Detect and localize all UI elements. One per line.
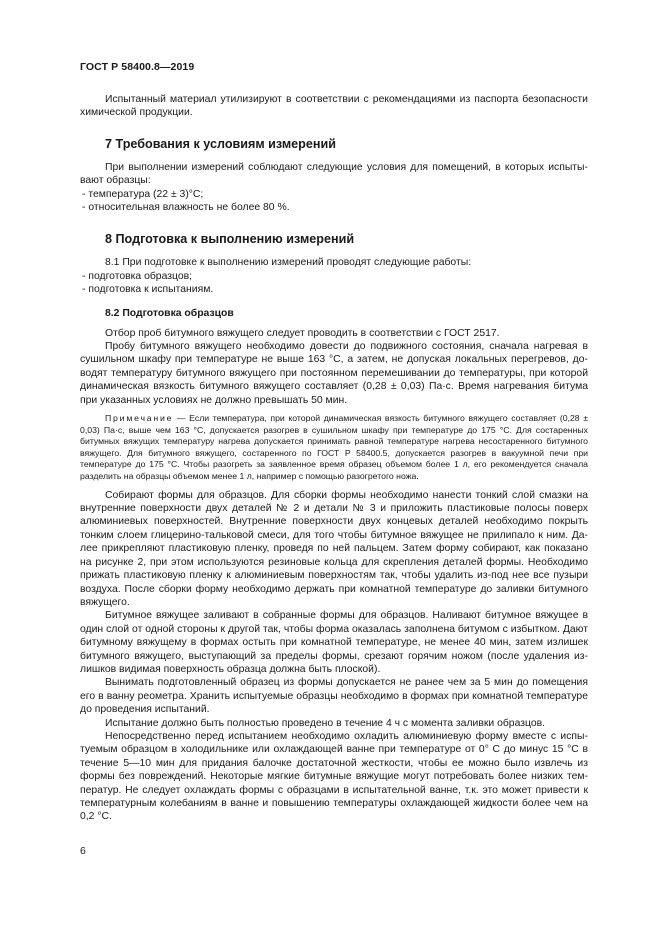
page-content: [80, 93, 588, 824]
paragraph: Собирают формы для образцов. Для сборки формы необходимо нанести тонкий слой смазки на внутренние поверхности двух деталей № 2 и детали № 3 и приложить пластиковые полосы поверх алюминиевых поверхностей. Внутренние поверхности двух концевых деталей необходимо покрыть тонким слоем глицерино-тальковой смеси, для того чтобы битумное вяжущее не прилипало к ним. Далее прикрепляют пластиковую пленку, проведя по ней пальцем. Затем форму собирают, как показано на рисунке 2, при этом используются резиновые кольца для скрепления деталей формы. Необходимо прижать пластиковую пленку к алюминиевым поверхностям так, чтобы удалить из-под нее все пузыри воздуха. После сборки форму необходимо держать при комнатной температуре до заливки битумного вяжущего.: [80, 489, 588, 608]
section-8-title: 8 Подготовка к выполнению измерений: [105, 232, 355, 247]
note-paragraph: [80, 413, 588, 483]
section-7-title: 7 Требования к условиям измерений: [105, 136, 336, 151]
note-label: Примечание: [105, 413, 174, 424]
document-header: ГОСТ Р 58400.8—2019: [80, 61, 195, 73]
paragraph: Непосредственно перед испытанием необходимо охладить алюминиевую форму вместе с испытуемым образцом в холодильнике или охлаждающей ванне при температуре от 0° С до минус 15 °С в течение 5—10 мин для придания балочке достаточной жесткости, чтобы ее можно было извлечь из формы без повреждений. Некоторые мягкие битумные вяжущие могут потребовать более низких температур. Не следует охлаждать формы с образцами в испытательной ванне, т.к. это может привести к температурным колебаниям в ванне и повышению температуры охлаждающей жидкости более чем на 0,2 °С.: [80, 730, 588, 823]
paragraph: Вынимать подготовленный образец из формы допускается не ранее чем за 5 мин до помещения его в ванну реометра. Хранить испытуемые образцы необходимо в формах при комнатной температуре до проведения испытаний.: [80, 677, 588, 716]
paragraph: Отбор проб битумного вяжущего следует проводить в соответствии с ГОСТ 2517.: [105, 327, 500, 339]
paragraph: Испытание должно быть полностью проведено в течение 4 ч с момента заливки образцов.: [105, 717, 546, 729]
intro-paragraph: Испытанный материал утилизируют в соответствии с рекомендациями из паспорта безопасности химической продукции.: [80, 94, 588, 119]
subsection-8-2-title: 8.2 Подготовка образцов: [105, 307, 234, 319]
list-item: - подготовка к испытаниям.: [82, 284, 214, 296]
list-item: - температура (22 ± 3)°С;: [82, 188, 204, 200]
list-item: - подготовка образцов;: [82, 270, 193, 282]
list-item: - относительная влажность не более 80 %.: [82, 202, 290, 214]
page-number: 6: [80, 846, 86, 857]
section-7-lead: При выполнении измерений соблюдают следующие условия для помещений, в которых испытывают образцы:: [80, 161, 588, 187]
paragraph: Битумное вяжущее заливают в собранные формы для образцов. Наливают битумное вяжущее в один слой от одной стороны к другой так, чтобы форма оказалась заполнена битумом с избытком. Дают битумному вяжущему в формах остыть при комнатной температуре, не менее 40 мин, затем излишек битумного вяжущего, выступающий за пределы формы, срезают горячим ножом (после удаления излишков видимая поверхность образца должна быть плоской).: [80, 610, 588, 675]
paragraph: Пробу битумного вяжущего необходимо довести до подвижного состояния, сначала нагревая в сушильном шкафу при температуре не выше 163 °С, а затем, не допуская локальных перегревов, доводят температуру битумного вяжущего при постоянном перемешивании до температуры, при которой динамическая вязкость битумного вяжущего составляет (0,28 ± 0,03) Па·с. Время нагревания битума при указанных условиях не должно превышать 50 мин.: [80, 341, 588, 406]
section-8-lead: 8.1 При подготовке к выполнению измерений проводят следующие работы:: [105, 257, 472, 269]
note-text: — Если температура, при которой динамическая вязкость битумного вяжущего составляет (0,28 ± 0,03) Па·с, выше чем 163 °С, допускается разогрев в сушильном шкафу при температуре до 175 °С. Для состаренных битумных вяжущих температуру нагрева допускается принимать равной температуре нагрева несостаренного битумного вяжущего. Для битумного вяжущего, состаренного по ГОСТ Р 58400.5, допускается разогрев в вакуумной печи при температуре до 175 °С. Чтобы разогреть за заявленное время образец объемом более 1 л, его рекомендуется сначала разделить на образцы объемом менее 1 л, например с помощью разогретого ножа.: [80, 413, 588, 482]
